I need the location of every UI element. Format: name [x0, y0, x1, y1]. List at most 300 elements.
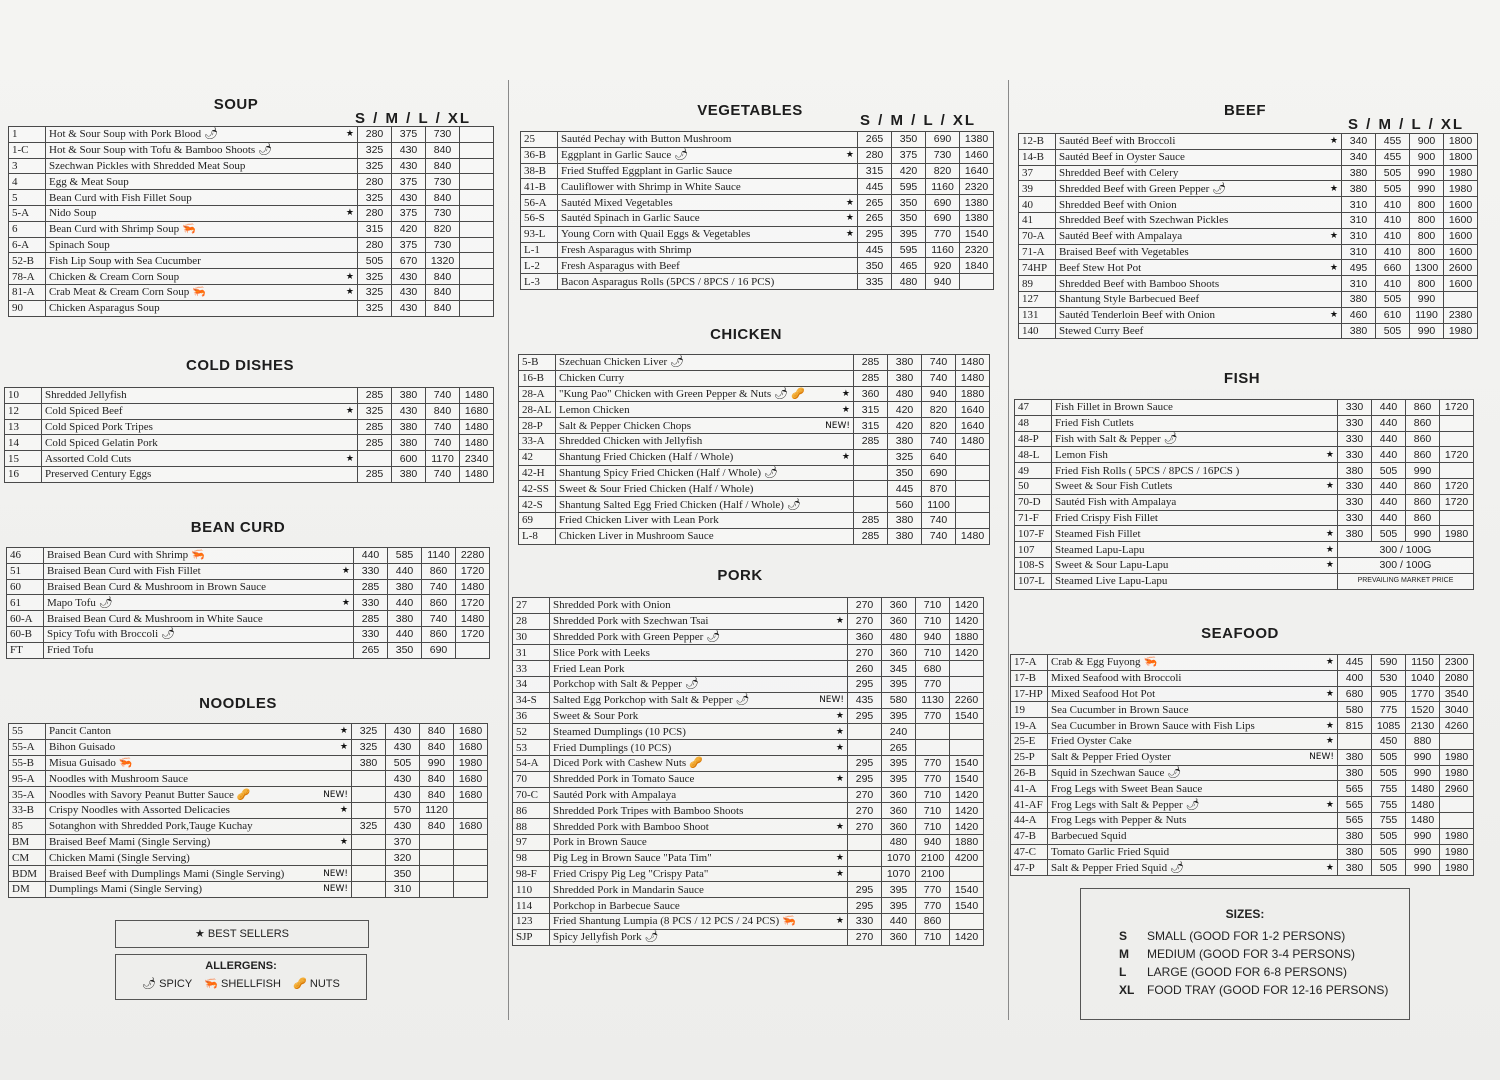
- item-price: 1150: [1406, 655, 1440, 671]
- item-price: 1480: [956, 370, 990, 386]
- item-code: 74HP: [1019, 260, 1056, 276]
- item-name-cell: [550, 755, 848, 771]
- chili-icon: 🌶: [764, 466, 779, 479]
- table-row: [9, 834, 488, 850]
- item-price: 440: [388, 563, 422, 579]
- table-row: [9, 142, 494, 158]
- item-code: 41-A: [1011, 781, 1048, 797]
- item-code: 127: [1019, 291, 1056, 307]
- item-code: 48: [1015, 415, 1052, 431]
- item-price: 800: [1410, 212, 1444, 228]
- item-price: 940: [922, 386, 956, 402]
- allergens-title: ALLERGENS:: [205, 960, 277, 972]
- item-code: 88: [513, 819, 550, 835]
- item-name: Shredded Pork with Bamboo Shoot: [553, 820, 709, 833]
- item-price: 2100: [916, 850, 950, 866]
- item-name-cell: [46, 253, 358, 269]
- chili-icon: 🌶: [774, 387, 789, 400]
- item-code: 60-A: [7, 611, 44, 627]
- item-code: 17-HP: [1011, 686, 1048, 702]
- shrimp-icon: 🦐: [182, 223, 196, 236]
- item-price: 270: [848, 645, 882, 661]
- item-price: 4260: [1440, 718, 1474, 734]
- item-price: 860: [1406, 510, 1440, 526]
- item-price: 335: [858, 274, 892, 290]
- item-price: 3540: [1440, 686, 1474, 702]
- item-price: 1880: [956, 386, 990, 402]
- item-name-cell: [46, 850, 352, 866]
- table-row: [1015, 557, 1474, 573]
- chili-icon: 🌶: [644, 931, 659, 944]
- table-row: [513, 771, 984, 787]
- item-code: 49: [1015, 463, 1052, 479]
- item-price: [420, 834, 454, 850]
- item-name-cell: [46, 142, 358, 158]
- chili-icon: 🌶: [204, 128, 219, 141]
- item-price: [848, 866, 882, 882]
- item-code: 41-B: [521, 179, 558, 195]
- item-price: 265: [858, 195, 892, 211]
- item-price: 280: [358, 237, 392, 253]
- table-row: [1011, 812, 1474, 828]
- table-row: [9, 253, 494, 269]
- item-price: [460, 174, 494, 190]
- item-price: 285: [854, 370, 888, 386]
- item-price: 770: [916, 898, 950, 914]
- item-name: Shredded Pork with Onion: [553, 599, 671, 612]
- table-row: [9, 724, 488, 740]
- item-name-cell: [46, 818, 352, 834]
- sizes-title: SIZES:: [1225, 907, 1265, 921]
- item-price: 1600: [1444, 212, 1478, 228]
- item-code: 56-A: [521, 195, 558, 211]
- section-title-seafood: SEAFOOD: [1201, 625, 1279, 642]
- item-price: 505: [1376, 165, 1410, 181]
- item-price: 920: [926, 258, 960, 274]
- item-price: 710: [916, 929, 950, 945]
- item-price: 1130: [916, 692, 950, 708]
- item-name: Chicken & Cream Corn Soup: [49, 270, 180, 283]
- item-name-cell: [44, 579, 354, 595]
- item-code: FT: [7, 642, 44, 658]
- item-name-cell: [558, 132, 858, 148]
- item-code: 47-P: [1011, 860, 1048, 876]
- item-name: Salt & Pepper Fried Squid: [1051, 861, 1168, 874]
- item-price: 280: [358, 174, 392, 190]
- item-code: 10: [5, 388, 42, 404]
- table-row: [9, 174, 494, 190]
- item-price: 430: [386, 739, 420, 755]
- chili-icon: 🌶: [161, 628, 176, 641]
- item-price: 325: [352, 724, 386, 740]
- item-price: 530: [1372, 670, 1406, 686]
- item-code: 107-F: [1015, 526, 1052, 542]
- item-price: 380: [388, 611, 422, 627]
- item-code: 140: [1019, 323, 1056, 339]
- item-name: Bacon Asparagus Rolls (5PCS / 8PCS / 16 PCS): [561, 275, 775, 288]
- item-name: Salt & Pepper Chicken Chops: [559, 419, 691, 432]
- item-price: 410: [1376, 228, 1410, 244]
- item-price: 505: [1376, 181, 1410, 197]
- item-price: 465: [892, 258, 926, 274]
- item-price: 430: [392, 269, 426, 285]
- star-icon: ★: [1329, 136, 1338, 147]
- item-code: 16-B: [519, 370, 556, 386]
- item-name: Sautéd Beef in Oyster Sauce: [1059, 151, 1185, 164]
- item-name: Sautéd Fish with Ampalaya: [1055, 496, 1177, 509]
- item-price: 430: [386, 818, 420, 834]
- item-price: 880: [1406, 733, 1440, 749]
- item-price: 710: [916, 613, 950, 629]
- item-name: Pancit Canton: [49, 725, 112, 738]
- item-price: 800: [1410, 276, 1444, 292]
- item-price: 410: [1376, 276, 1410, 292]
- item-price: 360: [854, 386, 888, 402]
- item-price: 730: [426, 205, 460, 221]
- item-price: 710: [916, 819, 950, 835]
- item-code: 55-B: [9, 755, 46, 771]
- item-code: 123: [513, 913, 550, 929]
- item-price: 380: [392, 419, 426, 435]
- item-price: 480: [882, 629, 916, 645]
- item-price: 395: [882, 882, 916, 898]
- chili-icon: 🌶: [142, 978, 157, 990]
- item-price: 690: [422, 642, 456, 658]
- item-name-cell: [1048, 733, 1338, 749]
- item-price: 1600: [1444, 244, 1478, 260]
- item-price: 730: [926, 147, 960, 163]
- item-price: 755: [1372, 781, 1406, 797]
- item-price: 990: [1410, 291, 1444, 307]
- item-name: Braised Bean Curd with Shrimp: [47, 549, 189, 562]
- item-name: Szechuan Chicken Liver: [559, 356, 668, 369]
- item-code: 97: [513, 834, 550, 850]
- item-price: 660: [1376, 260, 1410, 276]
- item-code: 1: [9, 127, 46, 143]
- item-price: 480: [892, 274, 926, 290]
- table-row: [513, 598, 984, 614]
- item-price: 1980: [1444, 323, 1478, 339]
- item-price: 395: [882, 771, 916, 787]
- item-name-cell: [46, 269, 358, 285]
- table-row: [1011, 686, 1474, 702]
- item-name: Fried Chicken Liver with Lean Pork: [559, 514, 719, 527]
- item-name-cell: [550, 598, 848, 614]
- item-price: 560: [888, 497, 922, 513]
- item-code: 71-A: [1019, 244, 1056, 260]
- item-code: 5: [9, 190, 46, 206]
- item-price: 350: [892, 132, 926, 148]
- item-name: Sea Cucumber in Brown Sauce with Fish Lips: [1051, 719, 1255, 732]
- shrimp-icon: 🦐: [782, 915, 796, 928]
- item-price: [460, 221, 494, 237]
- item-code: 6: [9, 221, 46, 237]
- table-row: [519, 465, 990, 481]
- item-price: 2960: [1440, 781, 1474, 797]
- item-name-cell: [46, 881, 352, 897]
- item-price: 1800: [1444, 134, 1478, 150]
- item-price: 595: [892, 179, 926, 195]
- item-price: 1520: [1406, 702, 1440, 718]
- item-name-cell: [1052, 526, 1338, 542]
- item-price: 295: [848, 708, 882, 724]
- item-name-cell: [556, 386, 854, 402]
- item-name-cell: [42, 435, 358, 451]
- item-price: 430: [392, 284, 426, 300]
- item-price: 270: [848, 598, 882, 614]
- item-name: Fried Fish Cutlets: [1055, 417, 1134, 430]
- table-row: [521, 132, 994, 148]
- table-pork: [512, 597, 984, 946]
- item-name-cell: [1052, 573, 1338, 589]
- item-code: 52-B: [9, 253, 46, 269]
- item-name: Shantung Style Barbecued Beef: [1059, 293, 1200, 306]
- item-price: 325: [352, 818, 386, 834]
- item-name: Shantung Spicy Fried Chicken (Half / Whole): [559, 466, 762, 479]
- item-price: 1840: [960, 258, 994, 274]
- item-price: [956, 481, 990, 497]
- star-icon: ★: [339, 726, 348, 737]
- item-name: Shredded Beef with Celery: [1059, 166, 1179, 179]
- item-name-cell: [1048, 749, 1338, 765]
- item-price: 1420: [950, 598, 984, 614]
- chili-icon: 🌶: [258, 144, 273, 157]
- item-code: 108-S: [1015, 557, 1052, 573]
- peanut-icon: 🥜: [689, 757, 703, 770]
- item-price: 380: [1342, 165, 1376, 181]
- table-row: [1015, 478, 1474, 494]
- item-price: [460, 237, 494, 253]
- item-price: 505: [1372, 463, 1406, 479]
- item-name: Cauliflower with Shrimp in White Sauce: [561, 180, 741, 193]
- item-name: Shredded Jellyfish: [45, 389, 127, 402]
- item-price: 580: [1338, 702, 1372, 718]
- star-icon: ★: [345, 271, 354, 282]
- item-price: 380: [392, 388, 426, 404]
- star-icon: ★: [345, 406, 354, 417]
- item-price: 1720: [1440, 494, 1474, 510]
- section-title-pork: PORK: [717, 567, 763, 584]
- table-row: [519, 497, 990, 513]
- item-price: 505: [1376, 291, 1410, 307]
- item-price: [956, 497, 990, 513]
- item-price: 610: [1376, 307, 1410, 323]
- item-name: Sweet & Sour Fried Chicken (Half / Whole): [559, 482, 754, 495]
- table-row: [521, 242, 994, 258]
- table-row: [9, 755, 488, 771]
- star-icon: ★: [345, 208, 354, 219]
- item-name: Steamed Dumplings (10 PCS): [553, 725, 686, 738]
- star-icon: ★: [1325, 528, 1334, 539]
- item-code: 5-A: [9, 205, 46, 221]
- item-name-cell: [550, 692, 848, 708]
- peanut-icon: 🥜: [236, 788, 251, 801]
- item-price: 1980: [1440, 749, 1474, 765]
- item-price: 285: [354, 579, 388, 595]
- star-icon: ★: [835, 616, 844, 627]
- item-name-cell: [1048, 812, 1338, 828]
- item-price: 740: [922, 433, 956, 449]
- item-code: L-3: [521, 274, 558, 290]
- item-name-cell: [1048, 765, 1338, 781]
- table-bean-curd: [6, 547, 490, 659]
- item-price: 360: [882, 613, 916, 629]
- item-price: 260: [848, 661, 882, 677]
- table-row: [513, 803, 984, 819]
- table-row: [1019, 212, 1478, 228]
- item-price: 430: [386, 787, 420, 803]
- item-name: Fish with Salt & Pepper: [1055, 432, 1161, 445]
- item-name: Braised Bean Curd & Mushroom in White Sauce: [47, 612, 263, 625]
- item-price: 860: [916, 913, 950, 929]
- table-row: [1019, 260, 1478, 276]
- item-price: 1980: [1440, 844, 1474, 860]
- item-price: 1085: [1372, 718, 1406, 734]
- item-price: 380: [1338, 749, 1372, 765]
- allergen-spicy: SPICY: [159, 978, 192, 990]
- item-name: Fried Crispy Fish Fillet: [1055, 511, 1158, 524]
- new-badge: NEW!: [323, 789, 348, 800]
- item-name: Braised Bean Curd with Fish Fillet: [47, 565, 201, 578]
- star-icon: ★: [345, 129, 354, 140]
- item-code: 6-A: [9, 237, 46, 253]
- item-price: 1540: [950, 882, 984, 898]
- table-row: [521, 147, 994, 163]
- star-icon: ★: [1325, 560, 1334, 571]
- item-code: 71-F: [1015, 510, 1052, 526]
- item-price: 990: [420, 755, 454, 771]
- item-price: 1680: [454, 818, 488, 834]
- item-price: 710: [916, 803, 950, 819]
- item-name: Salt & Pepper Fried Oyster: [1051, 751, 1171, 764]
- table-soup: [8, 126, 494, 317]
- shrimp-icon: 🦐: [1143, 656, 1158, 669]
- item-code: 46: [7, 548, 44, 564]
- table-row: [9, 850, 488, 866]
- item-price: 710: [916, 645, 950, 661]
- table-row: [1011, 765, 1474, 781]
- item-code: 25-P: [1011, 749, 1048, 765]
- table-row: [5, 451, 494, 467]
- item-price: 1980: [1440, 860, 1474, 876]
- table-row: [1011, 749, 1474, 765]
- item-price: 990: [1410, 181, 1444, 197]
- item-code: 55-A: [9, 739, 46, 755]
- table-row: [513, 740, 984, 756]
- item-price: 840: [426, 142, 460, 158]
- item-price: 1420: [950, 613, 984, 629]
- item-price: 600: [392, 451, 426, 467]
- item-name-cell: [1056, 212, 1342, 228]
- item-name: Fresh Asparagus with Beef: [561, 259, 680, 272]
- item-price: 310: [1342, 228, 1376, 244]
- table-row: [9, 221, 494, 237]
- item-name: Spicy Tofu with Broccoli: [47, 628, 159, 641]
- item-name-cell: [46, 771, 352, 787]
- item-price: 840: [420, 787, 454, 803]
- item-name-cell: [1052, 400, 1338, 416]
- item-name: Sweet & Sour Pork: [553, 709, 639, 722]
- item-price: 350: [388, 642, 422, 658]
- item-price: 420: [892, 163, 926, 179]
- item-name-cell: [550, 740, 848, 756]
- item-name: Frog Legs with Salt & Pepper: [1051, 798, 1183, 811]
- item-name: Sautéd Beef with Broccoli: [1059, 135, 1176, 148]
- chili-icon: 🌶: [1163, 432, 1178, 445]
- table-row: [513, 613, 984, 629]
- item-price: 375: [892, 147, 926, 163]
- table-row: [519, 402, 990, 418]
- item-price: 360: [882, 803, 916, 819]
- star-icon: ★: [835, 853, 844, 864]
- item-name-cell: [46, 802, 352, 818]
- item-name: Beef Stew Hot Pot: [1059, 261, 1142, 274]
- item-code: 42-S: [519, 497, 556, 513]
- item-name: Fried Dumplings (10 PCS): [553, 741, 672, 754]
- item-code: 39: [1019, 181, 1056, 197]
- item-price: 740: [426, 435, 460, 451]
- table-row: [521, 179, 994, 195]
- table-row: [9, 127, 494, 143]
- item-price: 435: [848, 692, 882, 708]
- item-price: 325: [358, 300, 392, 316]
- item-price: 380: [888, 512, 922, 528]
- item-price: 990: [1406, 463, 1440, 479]
- table-row: [5, 388, 494, 404]
- item-price: 330: [848, 913, 882, 929]
- item-price: 1600: [1444, 228, 1478, 244]
- item-code: 40: [1019, 197, 1056, 213]
- item-name-cell: [550, 819, 848, 835]
- item-code: 38-B: [521, 163, 558, 179]
- item-name: Porkchop in Barbecue Sauce: [553, 899, 680, 912]
- item-name-cell: [1052, 431, 1338, 447]
- allergen-shellfish: SHELLFISH: [220, 978, 281, 990]
- item-price: 380: [352, 755, 386, 771]
- item-code: 98-F: [513, 866, 550, 882]
- item-price: 770: [916, 771, 950, 787]
- table-row: [519, 512, 990, 528]
- item-name-cell: [1048, 860, 1338, 876]
- item-name-cell: [556, 355, 854, 371]
- item-name: Chicken Curry: [559, 372, 625, 385]
- section-title-beef: BEEF: [1223, 102, 1266, 119]
- table-row: [513, 819, 984, 835]
- item-name: Spinach Soup: [49, 238, 110, 251]
- item-name: Shantung Salted Egg Fried Chicken (Half / Whole): [559, 498, 784, 511]
- item-price: [854, 449, 888, 465]
- item-price: 840: [426, 284, 460, 300]
- item-name: Shredded Beef with Onion: [1059, 198, 1177, 211]
- star-icon: ★: [1329, 262, 1338, 273]
- shrimp-icon: 🦐: [192, 286, 206, 299]
- item-price: 840: [420, 771, 454, 787]
- item-price: 380: [1338, 828, 1372, 844]
- item-name-cell: [46, 866, 352, 882]
- item-name-cell: [46, 739, 352, 755]
- item-name: Sea Cucumber in Brown Sauce: [1051, 703, 1189, 716]
- item-price: 480: [888, 386, 922, 402]
- item-price: 740: [426, 388, 460, 404]
- size-row: S SMALL (GOOD FOR 1-2 PERSONS): [1119, 929, 1346, 943]
- item-price: [420, 866, 454, 882]
- item-price: 1800: [1444, 149, 1478, 165]
- item-price: 320: [386, 850, 420, 866]
- item-name: Bean Curd with Fish Fillet Soup: [49, 191, 192, 204]
- item-price: 1480: [1406, 781, 1440, 797]
- item-name: Sweet & Sour Lapu-Lapu: [1055, 559, 1169, 572]
- table-row: [513, 708, 984, 724]
